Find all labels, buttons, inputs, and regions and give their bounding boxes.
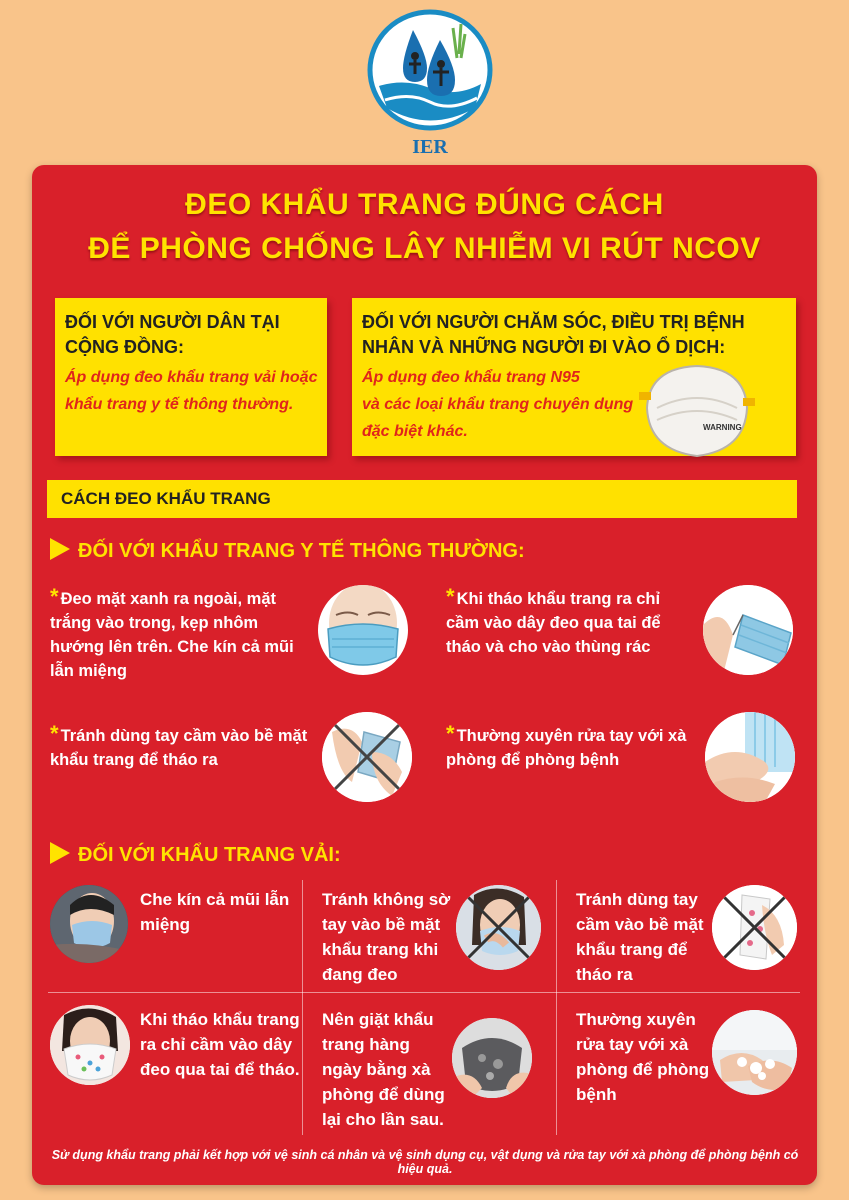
cloth-tip-5: Nên giặt khẩu trang hàng ngày bằng xà phòng để dùng lại cho lần sau. <box>322 1010 445 1129</box>
community-heading: ĐỐI VỚI NGƯỜI DÂN TẠI CỘNG ĐỒNG: <box>65 312 280 357</box>
n95-mask-label: WARNING <box>703 423 742 432</box>
asterisk-icon: * <box>446 584 455 609</box>
medical-tip-3-text: Tránh dùng tay cầm vào bề mặt khẩu trang để tháo ra <box>50 727 308 769</box>
caregiver-body-1: Áp dụng đeo khẩu trang N95 <box>362 369 580 386</box>
ier-logo <box>365 8 495 158</box>
wash-mask-image <box>452 1018 532 1098</box>
hand-wash-image <box>705 712 795 802</box>
medical-tip-1 <box>50 585 312 683</box>
asterisk-icon: * <box>446 721 455 746</box>
cloth-tip-2: Tránh không sờ tay vào bề mặt khẩu trang khi đang đeo <box>322 890 451 984</box>
no-touch-face-image <box>456 885 541 970</box>
cloth-tip-3: Tránh dùng tay cầm vào bề mặt khẩu trang để tháo ra <box>576 890 704 984</box>
footer-note: Sử dụng khẩu trang phải kết hợp với vệ sinh cá nhân và vệ sinh dụng cụ, vật dụng và rửa tay với xà phòng để phòng bệnh có hiệu quả. <box>51 1148 799 1176</box>
logo-text: IER <box>412 136 448 158</box>
cloth-tip-4: Khi tháo khẩu trang ra chỉ cầm vào dây đeo qua tai để tháo. <box>140 1010 300 1079</box>
community-box <box>55 298 327 456</box>
medical-tip-4-text: Thường xuyên rửa tay với xà phòng để phòng bệnh <box>446 727 687 769</box>
triangle-arrow-icon <box>50 538 70 560</box>
hand-soap-image <box>712 1010 797 1095</box>
grid-divider <box>556 880 557 1135</box>
how-to-label: CÁCH ĐEO KHẨU TRANG <box>61 489 271 508</box>
grid-divider <box>302 880 303 1135</box>
triangle-arrow-icon <box>50 842 70 864</box>
medical-section-heading <box>50 538 525 563</box>
asterisk-icon: * <box>50 721 59 746</box>
how-to-bar <box>47 480 797 518</box>
medical-tip-4 <box>446 722 696 772</box>
cloth-tip-1: Che kín cả mũi lẫn miệng <box>140 890 290 934</box>
remove-mask-image <box>703 585 793 675</box>
medical-tip-3 <box>50 722 312 772</box>
medical-tip-1-text: Đeo mặt xanh ra ngoài, mặt trắng vào trong, kẹp nhôm hướng lên trên. Che kín cả mũi lẫn miệng <box>50 590 294 680</box>
n95-mask-icon <box>637 358 757 462</box>
face-mask-image <box>318 585 408 675</box>
medical-tip-2-text: Khi tháo khẩu trang ra chỉ cầm vào dây đeo qua tai để tháo và cho vào thùng rác <box>446 590 661 656</box>
caregiver-box <box>352 298 796 456</box>
grid-divider <box>48 992 800 993</box>
caregiver-body-3: đặc biệt khác. <box>362 423 468 440</box>
page-title-line2: ĐỂ PHÒNG CHỐNG LÂY NHIỄM VI RÚT NCOV <box>88 232 761 265</box>
cloth-tip-6: Thường xuyên rửa tay với xà phòng để phòng bệnh <box>576 1010 710 1104</box>
cloth-section-heading <box>50 842 341 867</box>
asterisk-icon: * <box>50 584 59 609</box>
cloth-heading-text: ĐỐI VỚI KHẨU TRANG VẢI: <box>78 844 341 866</box>
medical-tip-2 <box>446 585 696 659</box>
caregiver-body-2: và các loại khẩu trang chuyên dụng <box>362 396 634 413</box>
medical-heading-text: ĐỐI VỚI KHẨU TRANG Y TẾ THÔNG THƯỜNG: <box>78 540 525 562</box>
community-body: Áp dụng đeo khẩu trang vải hoặc khẩu trang y tế thông thường. <box>65 369 318 413</box>
caregiver-heading: ĐỐI VỚI NGƯỜI CHĂM SÓC, ĐIỀU TRỊ BỆNH NHÂN VÀ NHỮNG NGƯỜI ĐI VÀO Ổ DỊCH: <box>362 312 745 357</box>
no-touch-surface-image <box>712 885 797 970</box>
remove-cloth-mask-image <box>50 1005 130 1085</box>
no-touch-mask-image <box>322 712 412 802</box>
page-title-line1: ĐEO KHẨU TRANG ĐÚNG CÁCH <box>185 188 664 221</box>
cover-face-image <box>50 885 128 963</box>
